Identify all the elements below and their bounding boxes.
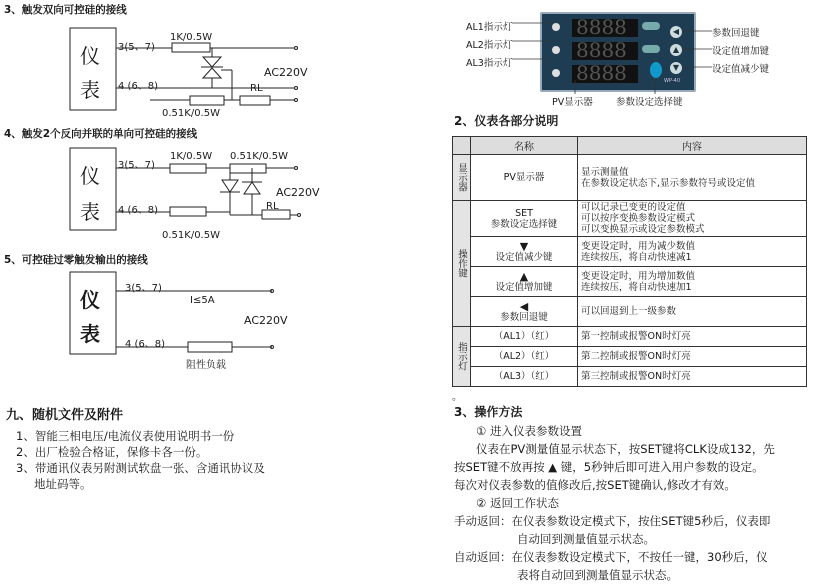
al3-desc: 第三控制或报警ON时灯亮 <box>578 367 807 387</box>
manual-return-2: 自动回到测量值显示状态。 <box>517 532 655 546</box>
al3-name: （AL3）（红） <box>471 367 578 387</box>
terminal-a-2: 3(5、7) <box>118 160 155 171</box>
down-triangle-icon: ▼ <box>519 239 529 253</box>
set-callout: 参数设定选择键 <box>616 97 683 108</box>
down-desc-2: 连续按压，将自动快速减1 <box>581 251 692 263</box>
section-title-scr-pair: 4、触发2个反向并联的单向可控硅的接线 <box>4 128 198 140</box>
down-key-callout: 设定值减少键 <box>712 64 770 75</box>
ops-para-1a: 仪表在PV测量值显示状态下，按SET键将CLK设成132，先 <box>476 442 775 456</box>
resistor-label-2a: 1K/0.5W <box>170 151 213 162</box>
meter-label-2a: 仪 <box>80 164 100 188</box>
group-leds: 指示灯 <box>453 327 471 387</box>
al1-callout: AL1指示灯 <box>466 22 513 33</box>
back-desc: 可以回退到上一级参数 <box>578 297 807 327</box>
up-desc-2: 连续按压，将自动快速加1 <box>581 281 692 293</box>
ac-label-1: AC220V <box>264 66 308 79</box>
back-key-callout: 参数回退键 <box>712 28 760 39</box>
pv-callout: PV显示器 <box>552 97 593 108</box>
up-key-callout: 设定值增加键 <box>712 46 770 57</box>
group-keys: 操作键 <box>453 201 471 327</box>
brand-label: WP-40 <box>664 78 681 84</box>
display-row-1: 8888 <box>572 19 638 37</box>
left-triangle-icon: ◀ <box>519 299 529 313</box>
section-title-triac: 3、触发双向可控硅的接线 <box>4 4 127 16</box>
ops-para-1c: 每次对仪表参数的值修改后,按SET键确认,修改才有效。 <box>454 478 736 492</box>
wiring-diagrams <box>0 0 440 380</box>
terminal-b-2: 4 (6、8) <box>118 205 159 216</box>
stray-dot: 。 <box>452 392 462 403</box>
set-name-1: SET <box>515 207 533 219</box>
down-desc-1: 变更设定时，用为减少数值 <box>581 240 696 252</box>
pv-desc-1: 显示测量值 <box>581 166 629 178</box>
auto-return-1: 自动返回：在仪表参数设定模式下，不按任一键，30秒后，仪 <box>454 550 768 564</box>
col-name: 名称 <box>471 137 578 155</box>
al2-desc: 第二控制或报警ON时灯亮 <box>578 347 807 367</box>
callout-lines <box>440 10 730 102</box>
up-desc-1: 变更设定时，用为增加数值 <box>581 270 696 282</box>
set-desc-2: 可以按序变换参数设定模式 <box>581 213 696 224</box>
ac-label-3: AC220V <box>244 314 288 327</box>
al1-desc: 第一控制或报警ON时灯亮 <box>578 327 807 347</box>
al1-name: （AL1）（红） <box>471 327 578 347</box>
meter-label-3a: 仪 <box>80 288 100 312</box>
section-title-zero-cross: 5、可控硅过零触发输出的接线 <box>4 254 148 266</box>
al2-name: （AL2）（红） <box>471 347 578 367</box>
resistor-label-2c: 0.51K/0.5W <box>162 230 220 241</box>
ac-label-2: AC220V <box>276 186 320 199</box>
ops-title: 3、操作方法 <box>454 405 523 419</box>
ops-para-1b <box>454 459 764 475</box>
al3-callout: AL3指示灯 <box>466 58 513 69</box>
up-key-icon[interactable]: ▲ <box>670 44 682 56</box>
ops-para-1b-start: 按SET键不放再按 <box>454 460 545 474</box>
ops-para-1b-end: 键，5秒钟后即可进入用户参数的设定。 <box>560 460 764 474</box>
back-name: 参数回退键 <box>500 311 548 323</box>
load-label: 阻性负载 <box>186 360 226 371</box>
resistor-label-1: 1K/0.5W <box>170 32 213 43</box>
auto-return-2: 表将自动回到测量值显示状态。 <box>517 568 678 582</box>
display-row-2: 8888 <box>572 42 638 60</box>
down-name: 设定值减少键 <box>495 251 553 263</box>
ops-step-2: ② 返回工作状态 <box>476 496 559 510</box>
al2-callout: AL2指示灯 <box>466 40 513 51</box>
terminal-b-3: 4 (6、8) <box>125 339 166 350</box>
resistor-label-1b: 0.51K/0.5W <box>162 108 220 119</box>
set-desc-1: 可以记录已变更的设定值 <box>581 202 686 213</box>
pv-desc-2: 在参数设定状态下,显示参数符号或设定值 <box>581 177 756 189</box>
resistor-label-2b: 0.51K/0.5W <box>230 151 288 162</box>
display-row-3: 8888 <box>572 65 638 83</box>
terminal-b-1: 4 (6、8) <box>118 81 159 92</box>
attachments-title: 九、随机文件及附件 <box>6 408 124 423</box>
up-arrow-icon: ▲ <box>548 460 558 474</box>
rl-label-2: RL <box>266 201 279 212</box>
parts-title: 2、仪表各部分说明 <box>454 114 559 128</box>
back-key-icon[interactable]: ◀ <box>670 26 682 38</box>
meter-label-2b: 表 <box>80 200 100 224</box>
down-key-icon[interactable]: ▼ <box>670 62 682 74</box>
meter-label-3b: 表 <box>80 322 100 346</box>
group-display: 显示器 <box>453 155 471 201</box>
terminal-a-3: 3(5、7) <box>125 283 162 294</box>
set-desc-3: 可以变换显示或设定参数模式 <box>581 224 705 235</box>
set-name-2: 参数设定选择键 <box>490 218 558 230</box>
pv-name: PV显示器 <box>471 155 578 201</box>
meter-label-1b: 表 <box>80 78 100 102</box>
terminal-a-1: 3(5、7) <box>118 42 155 53</box>
col-content: 内容 <box>578 137 807 155</box>
ops-step-1: ① 进入仪表参数设置 <box>476 424 582 438</box>
attachment-item-2: 2、出厂检验合格证，保修卡各一份。 <box>16 445 208 459</box>
rl-label-1: RL <box>250 83 263 94</box>
manual-return-1: 手动返回：在仪表参数设定模式下，按住SET键5秒后，仪表即 <box>454 514 771 528</box>
parts-table <box>452 136 807 387</box>
meter-label-1a: 仪 <box>80 44 100 68</box>
attachment-item-1: 1、智能三相电压/电流仪表使用说明书一份 <box>16 429 235 443</box>
current-limit-label: I≤5A <box>190 295 215 306</box>
attachment-item-3: 3、带通讯仪表另附测试软盘一张、含通讯协议及 <box>16 461 265 475</box>
attachment-item-3-cont: 地址码等。 <box>34 477 92 491</box>
up-triangle-icon: ▲ <box>519 269 529 283</box>
up-name: 设定值增加键 <box>495 281 553 293</box>
